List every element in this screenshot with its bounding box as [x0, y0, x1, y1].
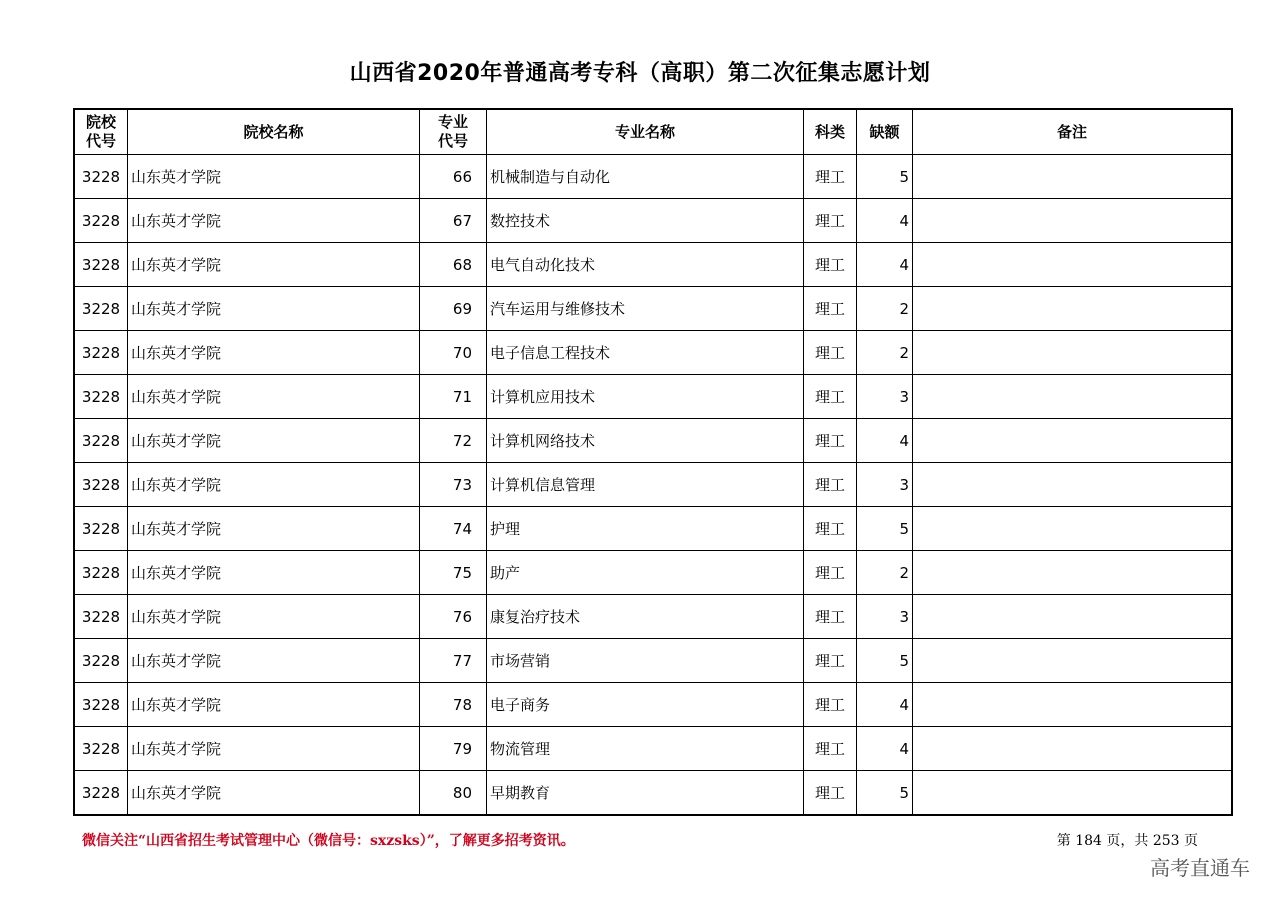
cell-notes: [913, 463, 1233, 507]
cell-quota: 3: [857, 375, 913, 419]
cell-school-code: 3228: [74, 199, 128, 243]
cell-major-name: 电子商务: [487, 683, 804, 727]
watermark-text: 高考直通车: [1150, 856, 1250, 880]
cell-notes: [913, 771, 1233, 816]
table-row: [74, 155, 1232, 199]
cell-school-code: 3228: [74, 375, 128, 419]
page-title: 山西省2020年普通高考专科（高职）第二次征集志愿计划: [349, 61, 931, 86]
header-category: 科类: [804, 109, 857, 155]
cell-school-code: 3228: [74, 595, 128, 639]
cell-major-name: 康复治疗技术: [487, 595, 804, 639]
cell-school-code: 3228: [74, 331, 128, 375]
cell-notes: [913, 551, 1233, 595]
table-row: [74, 683, 1232, 727]
table-row: [74, 287, 1232, 331]
cell-quota: 2: [857, 287, 913, 331]
cell-category: 理工: [804, 683, 857, 727]
cell-school-name: 山东英才学院: [128, 595, 420, 639]
cell-school-code: 3228: [74, 683, 128, 727]
cell-major-name: 计算机网络技术: [487, 419, 804, 463]
table-row: [74, 419, 1232, 463]
table-row: [74, 243, 1232, 287]
table-body: [74, 155, 1232, 816]
cell-school-code: 3228: [74, 243, 128, 287]
table-row: [74, 639, 1232, 683]
cell-notes: [913, 683, 1233, 727]
enrollment-plan-table: [73, 108, 1233, 816]
cell-quota: 4: [857, 727, 913, 771]
cell-category: 理工: [804, 243, 857, 287]
cell-notes: [913, 595, 1233, 639]
cell-major-code: 77: [420, 639, 487, 683]
cell-school-code: 3228: [74, 287, 128, 331]
cell-category: 理工: [804, 287, 857, 331]
cell-quota: 4: [857, 683, 913, 727]
cell-quota: 4: [857, 243, 913, 287]
cell-major-code: 70: [420, 331, 487, 375]
table-row: [74, 331, 1232, 375]
cell-notes: [913, 507, 1233, 551]
cell-school-name: 山东英才学院: [128, 287, 420, 331]
table-row: [74, 507, 1232, 551]
header-major-name: 专业名称: [487, 109, 804, 155]
cell-school-name: 山东英才学院: [128, 639, 420, 683]
cell-major-code: 71: [420, 375, 487, 419]
cell-school-name: 山东英才学院: [128, 155, 420, 199]
cell-major-code: 69: [420, 287, 487, 331]
cell-category: 理工: [804, 155, 857, 199]
cell-school-code: 3228: [74, 639, 128, 683]
cell-school-code: 3228: [74, 551, 128, 595]
cell-major-name: 市场营销: [487, 639, 804, 683]
cell-school-code: 3228: [74, 771, 128, 816]
cell-school-name: 山东英才学院: [128, 331, 420, 375]
cell-major-name: 物流管理: [487, 727, 804, 771]
cell-school-name: 山东英才学院: [128, 419, 420, 463]
page-number: 第 184 页，共 253 页: [1056, 833, 1198, 849]
header-major-code: 专业 代号: [420, 109, 487, 155]
cell-major-code: 72: [420, 419, 487, 463]
cell-notes: [913, 375, 1233, 419]
table-row: [74, 199, 1232, 243]
cell-quota: 2: [857, 551, 913, 595]
cell-notes: [913, 199, 1233, 243]
cell-major-code: 74: [420, 507, 487, 551]
cell-category: 理工: [804, 331, 857, 375]
table-row: [74, 375, 1232, 419]
cell-notes: [913, 419, 1233, 463]
cell-major-code: 73: [420, 463, 487, 507]
cell-category: 理工: [804, 199, 857, 243]
cell-category: 理工: [804, 507, 857, 551]
cell-major-name: 早期教育: [487, 771, 804, 816]
cell-major-code: 68: [420, 243, 487, 287]
cell-major-name: 计算机应用技术: [487, 375, 804, 419]
header-school-code: 院校 代号: [74, 109, 128, 155]
cell-major-name: 汽车运用与维修技术: [487, 287, 804, 331]
cell-school-name: 山东英才学院: [128, 551, 420, 595]
cell-major-name: 电气自动化技术: [487, 243, 804, 287]
cell-major-code: 76: [420, 595, 487, 639]
wechat-notice: 微信关注“山西省招生考试管理中心（微信号：sxzsks）”，了解更多招考资讯。: [82, 833, 575, 849]
cell-major-name: 计算机信息管理: [487, 463, 804, 507]
cell-category: 理工: [804, 375, 857, 419]
cell-major-name: 机械制造与自动化: [487, 155, 804, 199]
cell-major-code: 66: [420, 155, 487, 199]
cell-notes: [913, 287, 1233, 331]
cell-notes: [913, 155, 1233, 199]
header-quota: 缺额: [857, 109, 913, 155]
table-row: [74, 771, 1232, 816]
table-row: [74, 463, 1232, 507]
cell-category: 理工: [804, 595, 857, 639]
cell-school-code: 3228: [74, 727, 128, 771]
cell-major-name: 助产: [487, 551, 804, 595]
cell-major-name: 数控技术: [487, 199, 804, 243]
cell-category: 理工: [804, 771, 857, 816]
header-school-name: 院校名称: [128, 109, 420, 155]
cell-quota: 3: [857, 463, 913, 507]
cell-major-name: 电子信息工程技术: [487, 331, 804, 375]
table-row: [74, 551, 1232, 595]
cell-category: 理工: [804, 727, 857, 771]
cell-major-code: 78: [420, 683, 487, 727]
header-notes: 备注: [913, 109, 1233, 155]
cell-major-code: 75: [420, 551, 487, 595]
cell-major-code: 80: [420, 771, 487, 816]
cell-school-code: 3228: [74, 419, 128, 463]
cell-quota: 4: [857, 419, 913, 463]
cell-school-name: 山东英才学院: [128, 771, 420, 816]
cell-quota: 5: [857, 155, 913, 199]
table-row: [74, 727, 1232, 771]
cell-quota: 4: [857, 199, 913, 243]
table-row: [74, 595, 1232, 639]
cell-category: 理工: [804, 639, 857, 683]
cell-category: 理工: [804, 463, 857, 507]
cell-school-name: 山东英才学院: [128, 375, 420, 419]
cell-school-name: 山东英才学院: [128, 507, 420, 551]
cell-major-code: 67: [420, 199, 487, 243]
cell-notes: [913, 727, 1233, 771]
cell-category: 理工: [804, 551, 857, 595]
cell-school-code: 3228: [74, 155, 128, 199]
cell-quota: 5: [857, 771, 913, 816]
cell-school-name: 山东英才学院: [128, 683, 420, 727]
cell-school-name: 山东英才学院: [128, 199, 420, 243]
cell-quota: 5: [857, 507, 913, 551]
cell-major-code: 79: [420, 727, 487, 771]
table-header-row: [74, 109, 1232, 155]
cell-school-code: 3228: [74, 463, 128, 507]
cell-school-name: 山东英才学院: [128, 463, 420, 507]
cell-quota: 3: [857, 595, 913, 639]
cell-major-name: 护理: [487, 507, 804, 551]
cell-quota: 5: [857, 639, 913, 683]
cell-notes: [913, 331, 1233, 375]
cell-school-code: 3228: [74, 507, 128, 551]
cell-quota: 2: [857, 331, 913, 375]
cell-notes: [913, 243, 1233, 287]
cell-category: 理工: [804, 419, 857, 463]
cell-school-name: 山东英才学院: [128, 243, 420, 287]
cell-school-name: 山东英才学院: [128, 727, 420, 771]
cell-notes: [913, 639, 1233, 683]
